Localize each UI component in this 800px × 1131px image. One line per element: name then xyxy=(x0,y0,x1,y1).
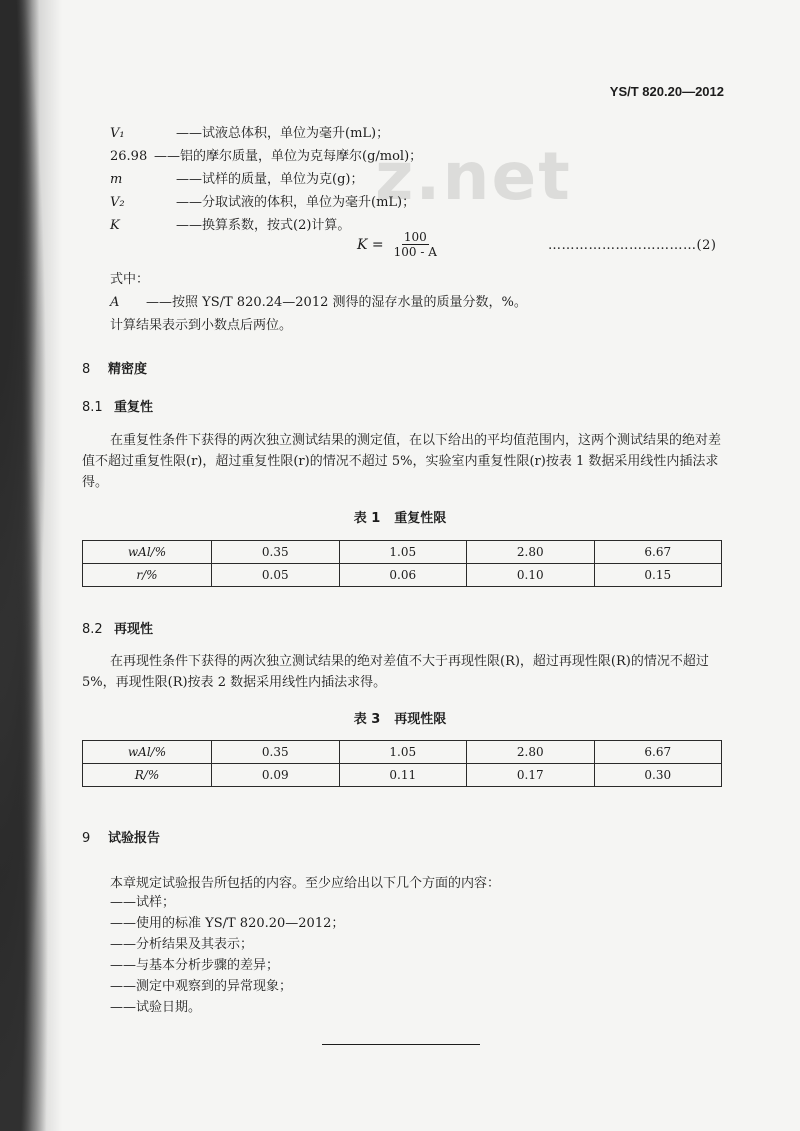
scan-shadow-edge xyxy=(0,0,70,1131)
table-cell: 0.17 xyxy=(467,764,595,787)
variable-definition xyxy=(110,145,422,164)
table-row xyxy=(83,764,722,787)
table-cell: 0.11 xyxy=(339,764,467,787)
table-cell: 1.05 xyxy=(339,741,467,764)
table-row xyxy=(83,741,722,764)
section-title: 重复性 xyxy=(114,400,154,415)
table-cell: 2.80 xyxy=(467,741,595,764)
variable-description: ——试液总体积，单位为毫升(mL)； xyxy=(176,126,390,141)
variable-description: ——铝的摩尔质量，单位为克每摩尔(g/mol)； xyxy=(154,149,423,164)
formula-2 xyxy=(357,230,439,259)
variable-description: ——试样的质量，单位为克(g)； xyxy=(176,172,364,187)
list-item: ——使用的标准 YS/T 820.20—2012； xyxy=(110,916,345,931)
row-label: r/% xyxy=(83,564,212,587)
table-cell: 2.80 xyxy=(467,541,595,564)
row-label: wAl/% xyxy=(83,741,212,764)
standard-code: YS/T 820.20—2012 xyxy=(609,84,724,99)
table-cell: 0.06 xyxy=(339,564,467,587)
rounding-note: 计算结果表示到小数点后两位。 xyxy=(110,318,293,333)
repeatability-paragraph: 在重复性条件下获得的两次独立测试结果的测定值，在以下给出的平均值范围内，这两个测试结果的绝对差值不超过重复性限(r)，超过重复性限(r)的情况不超过 5%，实验室内重复性限(r)按表 1 数据采用线性内插法求得。 xyxy=(82,433,722,490)
table-cell: 0.15 xyxy=(594,564,722,587)
reproducibility-paragraph: 在再现性条件下获得的两次独立测试结果的绝对差值不大于再现性限(R)，超过再现性限(R)的情况不超过 5%，再现性限(R)按表 2 数据采用线性内插法求得。 xyxy=(82,654,709,690)
formula-denominator: 100 - A xyxy=(393,245,437,259)
section-title: 再现性 xyxy=(114,622,154,637)
report-intro: 本章规定试验报告所包括的内容。至少应给出以下几个方面的内容： xyxy=(110,876,501,891)
table-cell: 1.05 xyxy=(339,541,467,564)
watermark: z.net xyxy=(375,138,572,215)
table-cell: 0.30 xyxy=(594,764,722,787)
variable-description: ——按照 YS/T 820.24—2012 测得的湿存水量的质量分数，%。 xyxy=(146,295,527,310)
table-row xyxy=(83,541,722,564)
table-cell: 0.05 xyxy=(212,564,340,587)
section-number: 9 xyxy=(82,831,91,846)
variable-symbol: V₁ xyxy=(110,126,125,141)
variable-definition xyxy=(110,214,350,233)
list-item: ——分析结果及其表示； xyxy=(110,937,254,952)
list-item: ——试验日期。 xyxy=(110,1000,202,1015)
list-item: ——试样； xyxy=(110,895,176,910)
where-intro: 式中： xyxy=(110,272,150,287)
table-cell: 6.67 xyxy=(594,541,722,564)
variable-description: ——换算系数，按式(2)计算。 xyxy=(176,218,351,233)
variable-description: ——分取试液的体积，单位为毫升(mL)； xyxy=(176,195,416,210)
formula-fraction xyxy=(392,230,439,259)
section-number: 8 xyxy=(82,362,91,377)
table-cell: 0.09 xyxy=(212,764,340,787)
section-8-heading xyxy=(82,358,147,377)
variable-definition xyxy=(110,122,389,141)
section-8-2-heading xyxy=(82,618,153,637)
reproducibility-table xyxy=(82,740,722,787)
report-items-list xyxy=(110,892,344,1018)
variable-symbol: K xyxy=(110,218,120,233)
row-label: R/% xyxy=(83,764,212,787)
table-row xyxy=(83,564,722,587)
formula-numerator: 100 xyxy=(403,230,427,244)
section-title: 精密度 xyxy=(108,362,148,377)
row-label: wAl/% xyxy=(83,541,212,564)
variable-symbol: V₂ xyxy=(110,195,125,210)
table-cell: 0.10 xyxy=(467,564,595,587)
section-9-heading xyxy=(82,827,160,846)
variable-definition xyxy=(110,168,363,187)
end-rule xyxy=(322,1044,480,1045)
table-title: 再现性限 xyxy=(394,712,447,727)
equation-number: ……………………………(2) xyxy=(548,238,717,253)
variable-symbol: m xyxy=(110,172,123,187)
variable-definition xyxy=(110,291,527,310)
formula-lhs: K = xyxy=(357,236,384,253)
table-cell: 0.35 xyxy=(212,541,340,564)
table-title: 重复性限 xyxy=(394,511,447,526)
section-8-1-heading xyxy=(82,396,153,415)
section-title: 试验报告 xyxy=(108,831,161,846)
table-3-caption xyxy=(0,708,800,727)
table-cell: 0.35 xyxy=(212,741,340,764)
section-number: 8.2 xyxy=(82,622,103,637)
table-number: 表 1 xyxy=(353,511,381,526)
repeatability-table xyxy=(82,540,722,587)
list-item: ——与基本分析步骤的差异； xyxy=(110,958,280,973)
variable-definition xyxy=(110,191,415,210)
section-number: 8.1 xyxy=(82,400,103,415)
variable-symbol: 26.98 xyxy=(110,149,148,164)
list-item: ——测定中观察到的异常现象； xyxy=(110,979,293,994)
table-cell: 6.67 xyxy=(594,741,722,764)
variable-symbol: A xyxy=(110,295,120,310)
table-number: 表 3 xyxy=(353,712,381,727)
table-1-caption xyxy=(0,507,800,526)
